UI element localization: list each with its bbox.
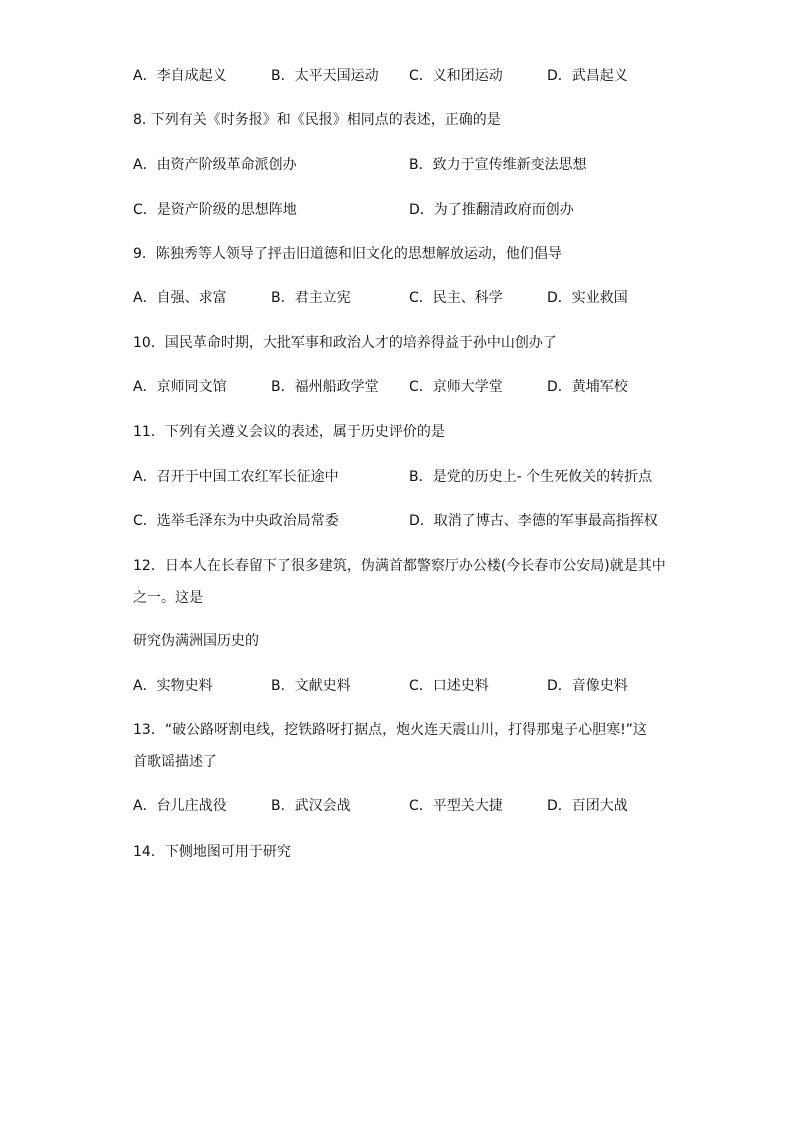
q9-option-d: D．实业救国 — [547, 290, 628, 306]
q12-option-b: B．文献史料 — [271, 678, 351, 694]
q8-stem: 8. 下列有关《时务报》和《民报》相同点的表述，正确的是 — [133, 112, 501, 128]
q7-option-b: B．太平天国运动 — [271, 68, 379, 84]
q9-option-b: B．君主立宪 — [271, 290, 351, 306]
q7-option-a: A．李自成起义 — [133, 68, 227, 84]
q11-option-c: C．选举毛泽东为中央政治局常委 — [133, 513, 339, 529]
q11-stem: 11．下列有关遵义会议的表述，属于历史评价的是 — [133, 424, 445, 440]
q13-option-c: C．平型关大捷 — [409, 798, 503, 814]
q11-option-b: B．是党的历史上- 个生死攸关的转折点 — [409, 469, 653, 485]
q10-option-c: C．京师大学堂 — [409, 379, 503, 395]
q13-stem-line-1: 13．“破公路呀割电线，挖铁路呀打据点，炮火连天震山川，打得那鬼子心胆寒!”这 — [133, 722, 647, 738]
q12-stem-line-3: 研究伪满洲国历史的 — [133, 633, 259, 649]
q8-option-b: B．致力于宣传维新变法思想 — [409, 157, 587, 173]
q11-option-d: D．取消了博古、李德的军事最高指挥权 — [409, 513, 658, 529]
q13-option-a: A．台儿庄战役 — [133, 798, 227, 814]
q12-option-d: D．音像史料 — [547, 678, 628, 694]
q12-stem-line-2: 之一。这是 — [133, 590, 203, 606]
q8-option-a: A．由资产阶级革命派创办 — [133, 157, 297, 173]
q13-stem-line-2: 首歌谣描述了 — [133, 754, 217, 770]
q7-option-d: D．武昌起义 — [547, 68, 628, 84]
q8-option-c: C．是资产阶级的思想阵地 — [133, 202, 297, 218]
q14-stem: 14．下侧地图可用于研究 — [133, 844, 291, 860]
q12-option-c: C．口述史料 — [409, 678, 489, 694]
q11-option-a: A．召开于中国工农红军长征途中 — [133, 469, 339, 485]
q10-option-a: A．京师同文馆 — [133, 379, 227, 395]
q9-option-a: A．自强、求富 — [133, 290, 227, 306]
q8-option-d: D．为了推翻清政府而创办 — [409, 202, 574, 218]
q7-option-c: C．义和团运动 — [409, 68, 503, 84]
q12-stem-line-1: 12．日本人在长春留下了很多建筑，伪满首都警察厅办公楼(今长春市公安局)就是其中 — [133, 558, 666, 574]
q13-option-d: D．百团大战 — [547, 798, 628, 814]
q10-option-b: B．福州船政学堂 — [271, 379, 379, 395]
q9-option-c: C．民主、科学 — [409, 290, 503, 306]
q10-option-d: D．黄埔军校 — [547, 379, 628, 395]
q12-option-a: A．实物史料 — [133, 678, 213, 694]
q9-stem: 9．陈独秀等人领导了抨击旧道德和旧文化的思想解放运动，他们倡导 — [133, 246, 562, 262]
q13-option-b: B．武汉会战 — [271, 798, 351, 814]
q10-stem: 10．国民革命时期，大批军事和政治人才的培养得益于孙中山创办了 — [133, 335, 557, 351]
